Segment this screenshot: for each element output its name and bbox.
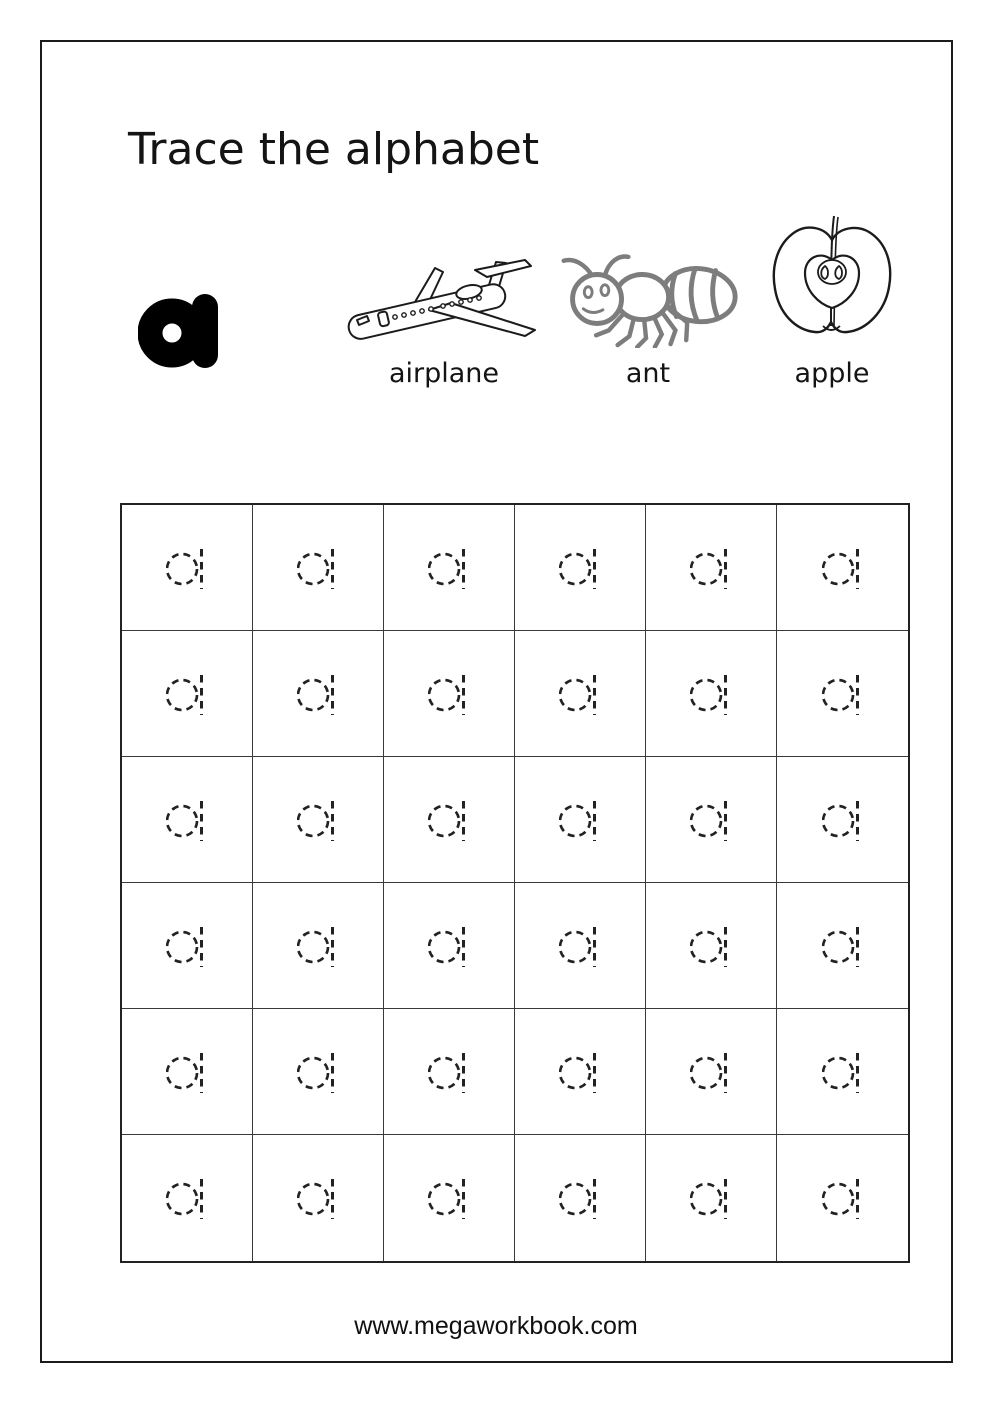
trace-cell — [253, 883, 384, 1009]
big-letter-a — [138, 286, 220, 370]
trace-cell — [777, 505, 908, 631]
ant-label: ant — [625, 358, 671, 389]
dashed-letter-a-glyph — [822, 1049, 864, 1095]
trace-cell — [515, 883, 646, 1009]
trace-cell — [122, 883, 253, 1009]
trace-cell — [515, 1009, 646, 1135]
trace-cell — [253, 631, 384, 757]
apple-illustration — [768, 214, 896, 346]
dashed-letter-a-glyph — [559, 923, 601, 969]
trace-cell — [777, 1135, 908, 1261]
dashed-letter-a-glyph — [690, 1049, 732, 1095]
trace-cell — [646, 757, 777, 883]
dashed-letter-a-glyph — [690, 671, 732, 717]
dashed-letter-a-glyph — [166, 1175, 208, 1221]
trace-cell — [777, 883, 908, 1009]
trace-grid — [120, 503, 910, 1263]
trace-cell — [515, 1135, 646, 1261]
dashed-letter-a-glyph — [428, 923, 470, 969]
apple-label: apple — [794, 358, 870, 389]
dashed-letter-a-glyph — [428, 671, 470, 717]
dashed-letter-a-glyph — [559, 797, 601, 843]
dashed-letter-a-glyph — [297, 1049, 339, 1095]
trace-cell — [384, 1009, 515, 1135]
dashed-letter-a-glyph — [559, 1049, 601, 1095]
dashed-letter-a-glyph — [690, 923, 732, 969]
trace-cell — [122, 1135, 253, 1261]
trace-cell — [646, 1009, 777, 1135]
dashed-letter-a-glyph — [559, 545, 601, 591]
trace-cell — [122, 757, 253, 883]
trace-cell — [646, 631, 777, 757]
trace-cell — [515, 505, 646, 631]
dashed-letter-a-glyph — [297, 797, 339, 843]
trace-cell — [384, 1135, 515, 1261]
trace-cell — [122, 1009, 253, 1135]
trace-cell — [515, 631, 646, 757]
dashed-letter-a-glyph — [428, 1175, 470, 1221]
dashed-letter-a-glyph — [166, 923, 208, 969]
trace-cell — [384, 505, 515, 631]
dashed-letter-a-glyph — [822, 1175, 864, 1221]
dashed-letter-a-glyph — [690, 545, 732, 591]
dashed-letter-a-glyph — [166, 797, 208, 843]
trace-cell — [646, 505, 777, 631]
trace-cell — [122, 631, 253, 757]
trace-cell — [646, 883, 777, 1009]
trace-cell — [777, 631, 908, 757]
dashed-letter-a-glyph — [559, 671, 601, 717]
trace-cell — [384, 757, 515, 883]
trace-cell — [253, 1009, 384, 1135]
trace-cell — [384, 631, 515, 757]
dashed-letter-a-glyph — [690, 797, 732, 843]
dashed-letter-a-glyph — [166, 545, 208, 591]
trace-cell — [122, 505, 253, 631]
trace-cell — [515, 757, 646, 883]
dashed-letter-a-glyph — [297, 671, 339, 717]
dashed-letter-a-glyph — [166, 1049, 208, 1095]
dashed-letter-a-glyph — [822, 545, 864, 591]
trace-cell — [777, 1009, 908, 1135]
ant-illustration — [558, 250, 738, 348]
dashed-letter-a-glyph — [166, 671, 208, 717]
trace-cell — [253, 1135, 384, 1261]
trace-cell — [646, 1135, 777, 1261]
trace-cell — [253, 757, 384, 883]
trace-cell — [253, 505, 384, 631]
dashed-letter-a-glyph — [822, 671, 864, 717]
dashed-letter-a-glyph — [559, 1175, 601, 1221]
dashed-letter-a-glyph — [690, 1175, 732, 1221]
dashed-letter-a-glyph — [297, 1175, 339, 1221]
dashed-letter-a-glyph — [297, 923, 339, 969]
airplane-label: airplane — [388, 358, 500, 389]
trace-cell — [384, 883, 515, 1009]
dashed-letter-a-glyph — [822, 797, 864, 843]
dashed-letter-a-glyph — [428, 545, 470, 591]
dashed-letter-a-glyph — [428, 1049, 470, 1095]
dashed-letter-a-glyph — [822, 923, 864, 969]
dashed-letter-a-glyph — [297, 545, 339, 591]
airplane-illustration — [345, 248, 543, 348]
dashed-letter-a-glyph — [428, 797, 470, 843]
trace-cell — [777, 757, 908, 883]
page-title: Trace the alphabet — [128, 124, 540, 175]
footer-website: www.megaworkbook.com — [354, 1312, 638, 1340]
